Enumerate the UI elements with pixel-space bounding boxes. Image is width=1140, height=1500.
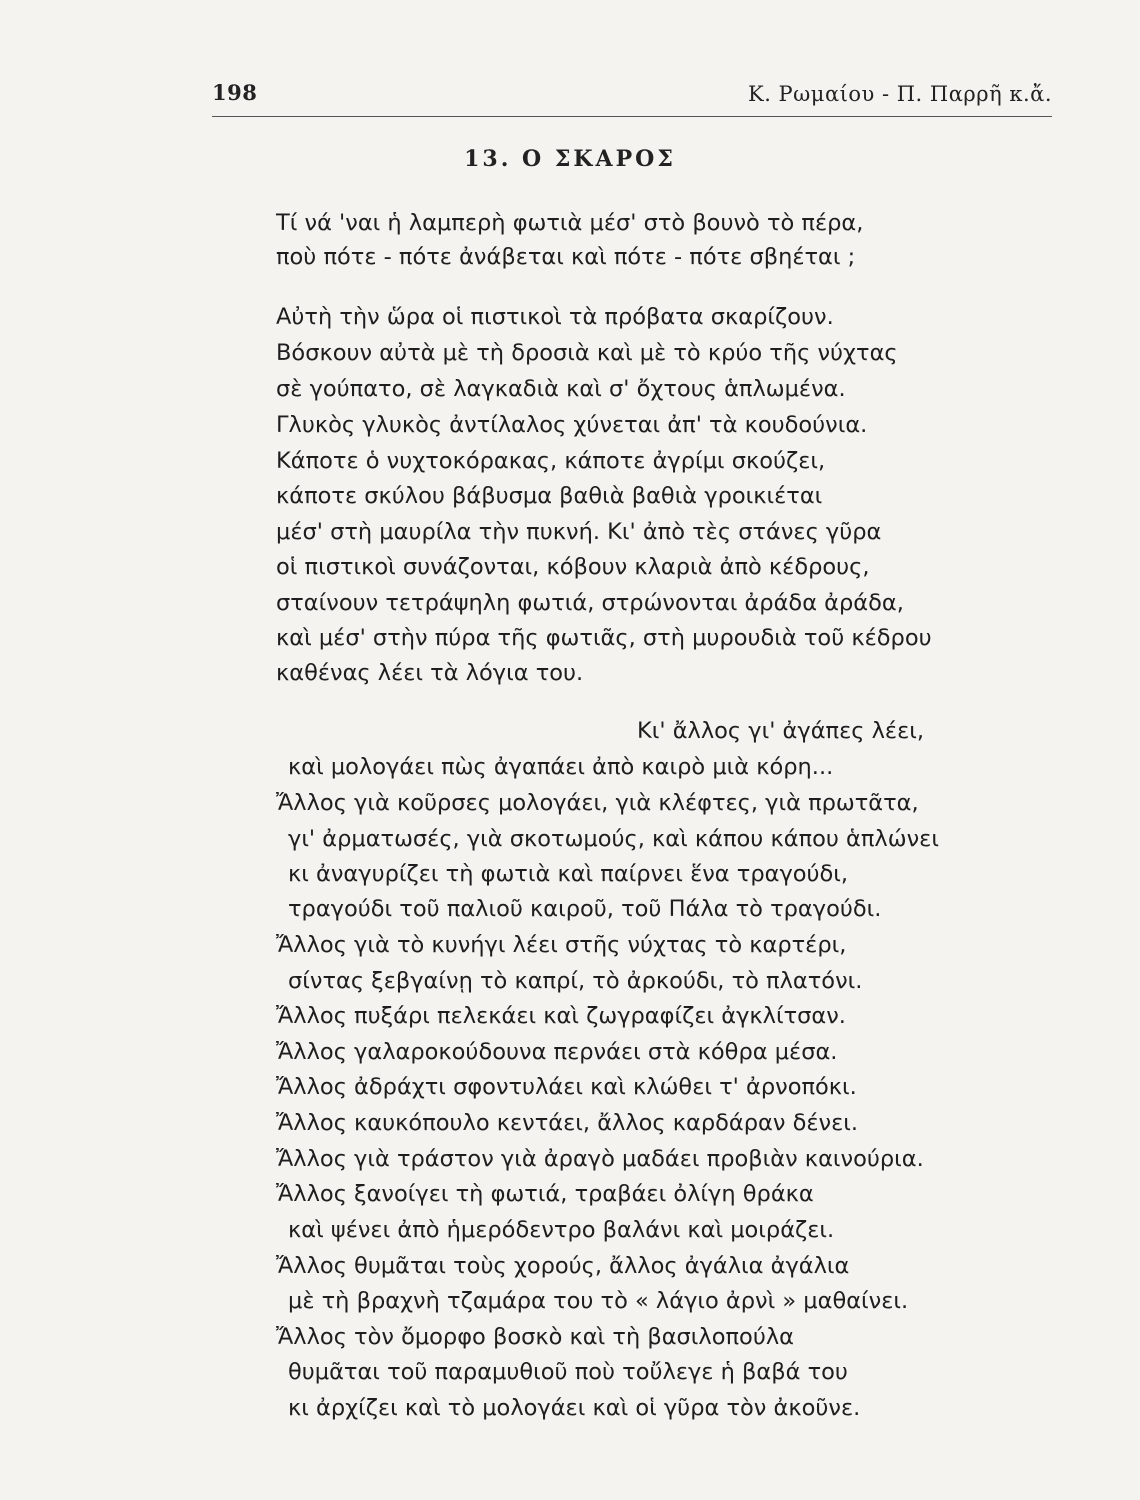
running-head: Κ. Ρωμαίου - Π. Παρρῆ κ.ἄ.: [748, 82, 1052, 106]
poem-line: Αὐτὴ τὴν ὥρα οἱ πιστικοὶ τὰ πρόβατα σκαρίζουν.: [276, 304, 834, 330]
poem-line: σίντας ξεβγαίνῃ τὸ καπρί, τὸ ἀρκούδι, τὸ πλατόνι.: [288, 968, 863, 994]
page-number: 198: [212, 80, 258, 105]
poem-line: Ἄλλος γαλαροκούδουνα περνάει στὰ κόθρα μέσα.: [276, 1039, 838, 1065]
poem-line: Τί νά 'ναι ἡ λαμπερὴ φωτιὰ μέσ' στὸ βουνὸ τὸ πέρα,: [276, 210, 864, 236]
poem-line: σταίνουν τετράψηλη φωτιά, στρώνονται ἀράδα ἀράδα,: [276, 590, 904, 616]
poem-line: θυμᾶται τοῦ παραμυθιοῦ ποὺ τοὔλεγε ἡ βαβά του: [288, 1359, 848, 1385]
poem-line: Ἄλλος θυμᾶται τοὺς χορούς, ἄλλος ἀγάλια ἀγάλια: [276, 1253, 850, 1279]
poem-line: μὲ τὴ βραχνὴ τζαμάρα του τὸ « λάγιο ἀρνὶ » μαθαίνει.: [288, 1288, 909, 1314]
poem-line: καὶ μέσ' στὴν πύρα τῆς φωτιᾶς, στὴ μυρουδιὰ τοῦ κέδρου: [276, 625, 932, 651]
poem-line: Ἄλλος ξανοίγει τὴ φωτιά, τραβάει ὀλίγη θράκα: [276, 1181, 814, 1207]
poem-line: Ἄλλος πυξάρι πελεκάει καὶ ζωγραφίζει ἀγκλίτσαν.: [276, 1003, 846, 1029]
poem-line: μέσ' στὴ μαυρίλα τὴν πυκνή. Κι' ἀπὸ τὲς στάνες γῦρα: [276, 519, 882, 545]
poem-line: Ἄλλος γιὰ τράστον γιὰ ἀραγὸ μαδάει προβιὰν καινούρια.: [276, 1146, 924, 1172]
poem-line: κάποτε σκύλου βάβυσμα βαθιὰ βαθιὰ γροικιέται: [276, 483, 823, 509]
poem-line: Ἄλλος καυκόπουλο κεντάει, ἄλλος καρδάραν δένει.: [276, 1110, 859, 1136]
poem-line: Ἄλλος ἀδράχτι σφοντυλάει καὶ κλώθει τ' ἀρνοπόκι.: [276, 1074, 857, 1100]
poem-line: ποὺ πότε - πότε ἀνάβεται καὶ πότε - πότε σβηέται ;: [276, 244, 856, 270]
poem-title: 13. Ο ΣΚΑΡΟΣ: [464, 146, 676, 172]
poem-line: γι' ἀρματωσές, γιὰ σκοτωμούς, καὶ κάπου κάπου ἁπλώνει: [288, 826, 939, 852]
poem-line: οἱ πιστικοὶ συνάζονται, κόβουν κλαριὰ ἀπὸ κέδρους,: [276, 554, 870, 580]
poem-line: Κι' ἄλλος γι' ἀγάπες λέει,: [637, 718, 925, 744]
poem-line: Βόσκουν αὐτὰ μὲ τὴ δροσιὰ καὶ μὲ τὸ κρύο τῆς νύχτας: [276, 340, 898, 366]
poem-line: Ἄλλος γιὰ κοῦρσες μολογάει, γιὰ κλέφτες, γιὰ πρωτᾶτα,: [276, 790, 919, 816]
header-rule: [212, 116, 1052, 117]
poem-line: καὶ μολογάει πὼς ἀγαπάει ἀπὸ καιρὸ μιὰ κόρη...: [288, 754, 834, 780]
poem-line: Ἄλλος τὸν ὄμορφο βοσκὸ καὶ τὴ βασιλοπούλα: [276, 1324, 794, 1350]
poem-line: κι ἀρχίζει καὶ τὸ μολογάει καὶ οἱ γῦρα τὸν ἀκοῦνε.: [288, 1395, 861, 1421]
poem-line: τραγούδι τοῦ παλιοῦ καιροῦ, τοῦ Πάλα τὸ τραγούδι.: [288, 896, 882, 922]
poem-line: καθένας λέει τὰ λόγια του.: [276, 660, 584, 686]
poem-line: σὲ γούπατο, σὲ λαγκαδιὰ καὶ σ' ὄχτους ἁπλωμένα.: [276, 376, 846, 402]
poem-line: Γλυκὸς γλυκὸς ἀντίλαλος χύνεται ἀπ' τὰ κουδούνια.: [276, 412, 868, 438]
page-header: [212, 80, 1052, 114]
poem-line: κι ἀναγυρίζει τὴ φωτιὰ καὶ παίρνει ἕνα τραγούδι,: [288, 861, 849, 887]
poem-line: Κάποτε ὁ νυχτοκόρακας, κάποτε ἀγρίμι σκούζει,: [276, 448, 826, 474]
poem-line: καὶ ψένει ἀπὸ ἡμερόδεντρο βαλάνι καὶ μοιράζει.: [288, 1217, 835, 1243]
poem-line: Ἄλλος γιὰ τὸ κυνήγι λέει στῆς νύχτας τὸ καρτέρι,: [276, 932, 847, 958]
